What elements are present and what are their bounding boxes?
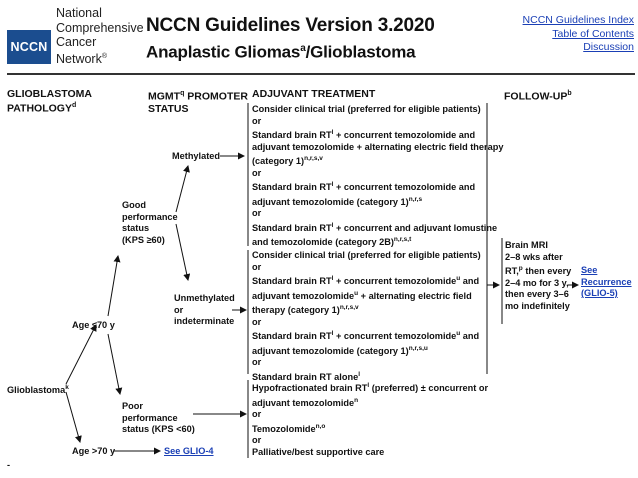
logo-line-4: Network bbox=[56, 51, 102, 66]
logo-wordmark bbox=[56, 6, 144, 66]
arrow-age-to-poor bbox=[108, 334, 120, 394]
col-head-mgmt: MGMT$^q$ PROMOTER STATUS bbox=[148, 90, 248, 115]
header-divider bbox=[7, 73, 635, 75]
arrow-good-to-unmethylated bbox=[176, 224, 188, 280]
tx-methylated-options: Consider clinical trial (preferred for eligible patients) or Standard brain $RT^l$ + concurrent temozolomide and adjuvant temozolomide + alternating electric field therapy (category 1)$^{n,r,s,v}$ or Standard brain $RT^l$ + concurrent temozolomide and adjuvant temozolomide (category 1)$^{n,r,s}$ or Standard brain $RT^l$ + concurrent and adjuvant lomustine and temozolomide (category 2B)$^{n,r,s,t}$ bbox=[252, 104, 504, 248]
arrow-glio-to-age-le70 bbox=[66, 325, 96, 384]
table-of-contents-link[interactable]: Table of Contents bbox=[552, 27, 634, 40]
logo-line-3: Cancer bbox=[56, 35, 97, 49]
top-links bbox=[523, 14, 634, 55]
logo-abbr: NCCN bbox=[10, 40, 48, 54]
tx-poor-options: Hypofractionated brain $RT^l$ (preferred) ± concurrent or adjuvant temozolomide$^n$ or Temozolomide$^{n,o}$ or Palliative/best supportive care bbox=[252, 382, 489, 457]
node-glioblastoma: Glioblastoma$^k$ bbox=[7, 384, 69, 396]
page-subtitle: Anaplastic Gliomas$^a$/Glioblastoma bbox=[146, 42, 416, 62]
guidelines-index-link[interactable]: NCCN Guidelines Index bbox=[522, 14, 634, 26]
col-head-pathology: GLIOBLASTOMA PATHOLOGY$^d$ bbox=[7, 88, 92, 115]
followup-brain-mri: Brain MRI 2–8 wks after RT,$^p$ then every 2–4 mo for 3 y, then every 3–6 mo indefinitely bbox=[505, 240, 572, 311]
logo-line-2: Comprehensive bbox=[56, 20, 144, 35]
node-age-le70: Age ≤70 y bbox=[72, 320, 115, 330]
node-methylated: Methylated bbox=[172, 151, 220, 161]
page-title: NCCN Guidelines Version 3.2020 bbox=[146, 15, 435, 36]
col-head-adjuvant: ADJUVANT TREATMENT bbox=[252, 88, 376, 100]
node-poor-performance: Poor performance status (KPS <60) bbox=[122, 401, 195, 434]
node-unmethylated: Unmethylated or indeterminate bbox=[174, 293, 235, 326]
arrow-glio-to-age-gt70 bbox=[66, 392, 80, 442]
nccn-logo bbox=[7, 30, 51, 64]
discussion-link[interactable]: Discussion bbox=[583, 41, 634, 53]
see-glio4-link[interactable]: See GLIO-4 bbox=[164, 446, 214, 456]
node-good-performance: Good performance status (KPS ≥60) bbox=[122, 200, 178, 245]
tx-unmethylated-options: Consider clinical trial (preferred for eligible patients) or Standard brain $RT^l$ + concurrent temozolomide$^u$ and adjuvant temozolomide$^u$ + alternating electric field therapy (category 1)$^{n,r,s,v}$ or Standard brain $RT^l$ + concurrent temozolomide$^u$ and adjuvant temozolomide (category 1)$^{n,r,s,u}$ or Standard brain RT alone$^l$ bbox=[252, 250, 481, 382]
node-age-gt70: Age >70 y bbox=[72, 446, 116, 456]
arrow-good-to-methylated bbox=[176, 166, 188, 212]
see-recurrence-link[interactable]: See Recurrence (GLIO-5) bbox=[581, 265, 632, 298]
col-head-followup: FOLLOW-$UP^b$ bbox=[504, 90, 572, 103]
arrow-age-to-good bbox=[108, 256, 118, 316]
logo-line-1: National bbox=[56, 6, 102, 20]
footnote-dash: - bbox=[7, 460, 11, 470]
logo-registered: ® bbox=[101, 52, 108, 60]
